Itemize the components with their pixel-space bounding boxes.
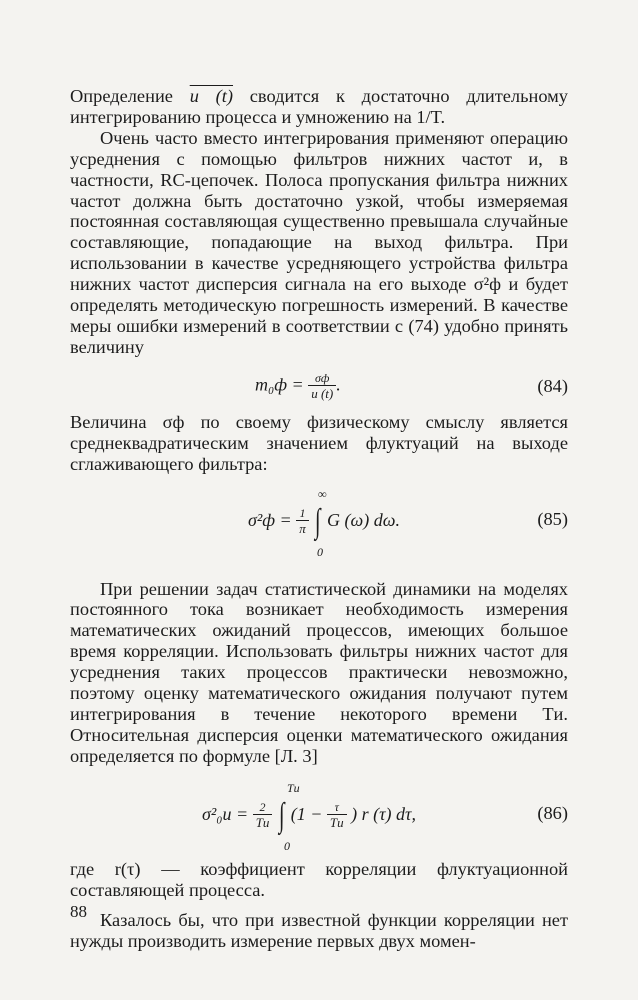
paragraph-3: Величина σф по своему физическому смыслу является среднеквадратическим значением флуктуаций на выходе сглаживающего фильтра: (70, 411, 568, 474)
eq85-number: (85) (537, 508, 568, 529)
paragraph-4: При решении задач статистической динамики на моделях постоянного тока возникает необходимость измерения математических ожиданий процессов, имеющих большое время корреляции. Использовать фильтры нижних частот для усреднения таких процессов практически невозможно, поэтому оценку математического ожидания получают путем интегрирования в течение некоторого времени Tи. Относительная дисперсия оценки математического ожидания определяется по формуле [Л. 3] (70, 578, 568, 766)
paragraph-5: где r(τ) — коэффициент корреляции флуктуационной составляющей процесса. (70, 858, 568, 900)
eq85-denominator: π (296, 520, 309, 536)
overlined-mean: u (t) (189, 86, 234, 106)
equation-84 (70, 358, 568, 412)
eq85-lhs: σ²ф = (248, 509, 292, 530)
eq85-lower-limit: 0 (317, 544, 323, 559)
eq86-lower-limit: 0 (284, 838, 290, 853)
paragraph-1-end: сводится к достаточно длительному интегрированию процесса и умножению на 1/T. (70, 86, 568, 127)
eq84-lhs: m₀ф = (255, 374, 304, 395)
eq86-lhs: σ²₀и = (202, 803, 249, 824)
eq84-numerator: σф (314, 370, 330, 385)
eq86-numerator: 2 (259, 800, 266, 815)
page-body (70, 86, 568, 952)
eq86-inner-numerator: τ (334, 800, 339, 815)
eq85-upper-limit: ∞ (318, 486, 327, 501)
paragraph-2: Очень часто вместо интегрирования применяют операцию усреднения с помощью фильтров нижних частот и, в частности, RC-цепочек. Полоса пропускания фильтра нижних частот должна быть достаточно узкой, чтобы измеряемая постоянная составляющая существенно превышала случайные составляющие, попадающие на выход фильтра. При использовании в качестве усредняющего устройства фильтра нижних частот дисперсия сигнала на его выходе σ²ф и будет определять методическую погрешность измерений. В качестве меры ошибки измерений в соответствии с (74) удобно принять величину (70, 127, 568, 357)
eq86-upper-limit: Tи (287, 780, 300, 795)
eq86-fraction (253, 801, 273, 830)
eq86-inner-fraction (327, 801, 347, 830)
paragraph-1-start: Определение (70, 86, 173, 106)
eq85-integrand: G (ω) dω. (327, 509, 400, 530)
page-number: 88 (70, 902, 87, 921)
eq86-paren-open: (1 − (290, 803, 323, 824)
eq85-numerator: 1 (299, 506, 306, 520)
eq84-tail: . (336, 374, 341, 395)
paragraph-6: Казалось бы, что при известной функции корреляции нет нужды производить измерение первых двух момен- (70, 910, 568, 952)
eq84-number: (84) (537, 375, 568, 396)
integral-sign: ∫ (278, 796, 285, 834)
eq86-inner-denominator: Tи (327, 814, 347, 830)
paragraph-1 (70, 86, 568, 128)
eq85-fraction (296, 507, 309, 536)
eq84-denominator: u (t) (308, 385, 336, 401)
equation-86 (70, 767, 568, 859)
eq86-paren-close: ) r (τ) dτ, (351, 803, 416, 824)
eq84-fraction (308, 372, 336, 401)
eq86-denominator: Tи (253, 814, 273, 830)
eq86-number: (86) (537, 802, 568, 823)
equation-85 (70, 475, 568, 571)
integral-sign: ∫ (315, 502, 321, 540)
